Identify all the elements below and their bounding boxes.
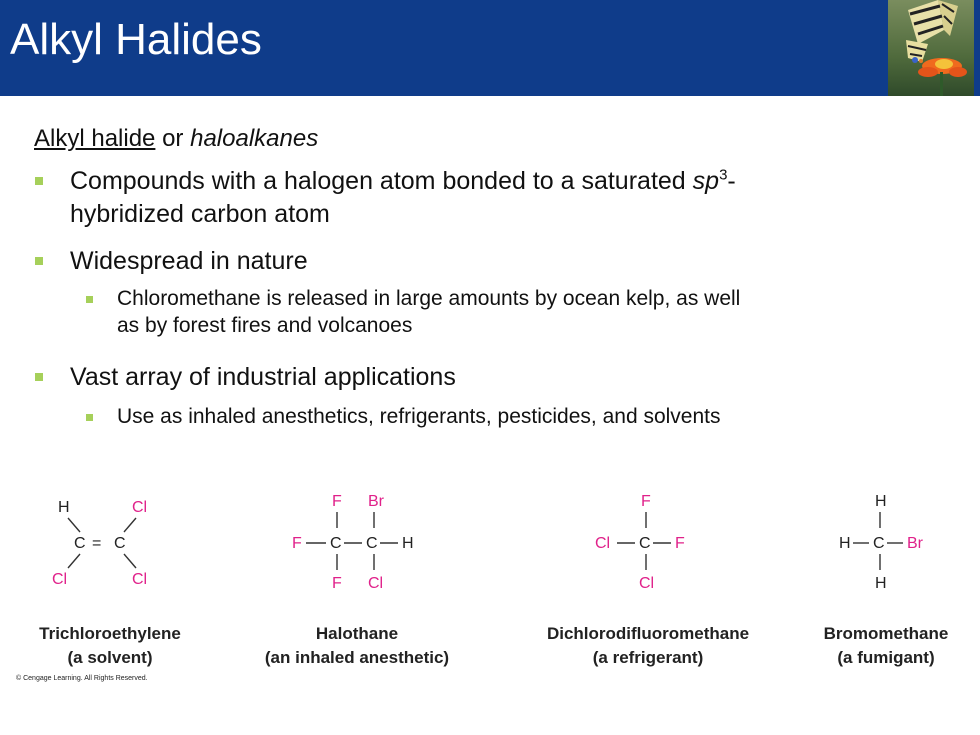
sub-bullet-chloromethane: Chloromethane is released in large amounts by ocean kelp, as well	[117, 287, 741, 310]
bond	[68, 554, 80, 568]
molecule-name: Trichloroethylene	[39, 624, 181, 643]
atom-br: Br	[368, 493, 384, 510]
caption-trichloroethylene	[10, 622, 210, 670]
copyright-notice: © Cengage Learning. All Rights Reserved.	[16, 675, 148, 682]
bullet-square-icon	[35, 177, 43, 185]
atom-c: C	[74, 535, 86, 552]
atom-cl: Cl	[595, 535, 611, 552]
sub-bullet-chloromethane-line2: as by forest fires and volcanoes	[117, 314, 413, 337]
trichloroethylene-structure	[40, 488, 180, 598]
atom-cl: Cl	[368, 575, 384, 592]
atom-f: F	[641, 493, 651, 510]
atom-cl: Cl	[639, 575, 655, 592]
title-bar	[0, 0, 980, 96]
atom-c: C	[639, 535, 651, 552]
atom-c: C	[330, 535, 342, 552]
atom-c: C	[366, 535, 378, 552]
bond	[124, 518, 136, 532]
caption-bromomethane	[800, 622, 972, 670]
molecule-name: Dichlorodifluoromethane	[546, 624, 750, 643]
atom-h: H	[402, 535, 414, 552]
dichlorodifluoromethane-structure	[585, 488, 705, 598]
caption-halothane	[232, 622, 482, 670]
intro-alt: haloalkanes	[190, 125, 319, 152]
atom-cl: Cl	[132, 571, 148, 588]
intro-term: Alkyl halide	[34, 125, 156, 152]
bond	[124, 554, 136, 568]
bond	[68, 518, 80, 532]
halothane-structure	[288, 488, 438, 598]
molecule-use: (an inhaled anesthetic)	[264, 648, 450, 667]
sub-bullet-uses: Use as inhaled anesthetics, refrigerants, pesticides, and solvents	[117, 405, 721, 428]
atom-h: H	[839, 535, 851, 552]
atom-f: F	[292, 535, 302, 552]
atom-f: F	[332, 493, 342, 510]
bullet-compounds-line2: hybridized carbon atom	[70, 200, 330, 228]
sp-dash: -	[727, 167, 736, 195]
bullet-widespread: Widespread in nature	[70, 247, 308, 275]
atom-h: H	[875, 493, 887, 510]
slide-title: Alkyl Halides	[10, 15, 262, 64]
atom-br: Br	[907, 535, 923, 552]
bullet-compounds-text: Compounds with a halogen atom bonded to a saturated	[70, 167, 686, 195]
atom-h: H	[875, 575, 887, 592]
atom-cl: Cl	[132, 499, 148, 516]
atom-f: F	[332, 575, 342, 592]
caption-dichlorodifluoromethane	[512, 622, 784, 670]
bullet-industrial: Vast array of industrial applications	[70, 363, 456, 391]
intro-or: or	[162, 125, 184, 152]
sp-superscript: 3	[719, 166, 728, 184]
bullet-square-icon	[35, 373, 43, 381]
bullet-compounds	[70, 166, 736, 197]
molecule-name: Bromomethane	[823, 624, 949, 643]
double-bond: =	[92, 535, 102, 552]
bromomethane-structure	[835, 488, 945, 598]
sub-bullet-square-icon	[86, 296, 93, 303]
atom-c: C	[114, 535, 126, 552]
atom-cl: Cl	[52, 571, 68, 588]
butterfly-photo	[888, 0, 974, 96]
molecule-name: Halothane	[315, 624, 399, 643]
sub-bullet-square-icon	[86, 414, 93, 421]
atom-h: H	[58, 499, 70, 516]
molecule-use: (a solvent)	[67, 648, 153, 667]
molecule-use: (a fumigant)	[837, 648, 935, 667]
bullet-square-icon	[35, 257, 43, 265]
atom-f: F	[675, 535, 685, 552]
intro-line	[34, 124, 318, 154]
sp-label: sp	[692, 167, 720, 195]
atom-c: C	[873, 535, 885, 552]
molecule-use: (a refrigerant)	[592, 648, 704, 667]
